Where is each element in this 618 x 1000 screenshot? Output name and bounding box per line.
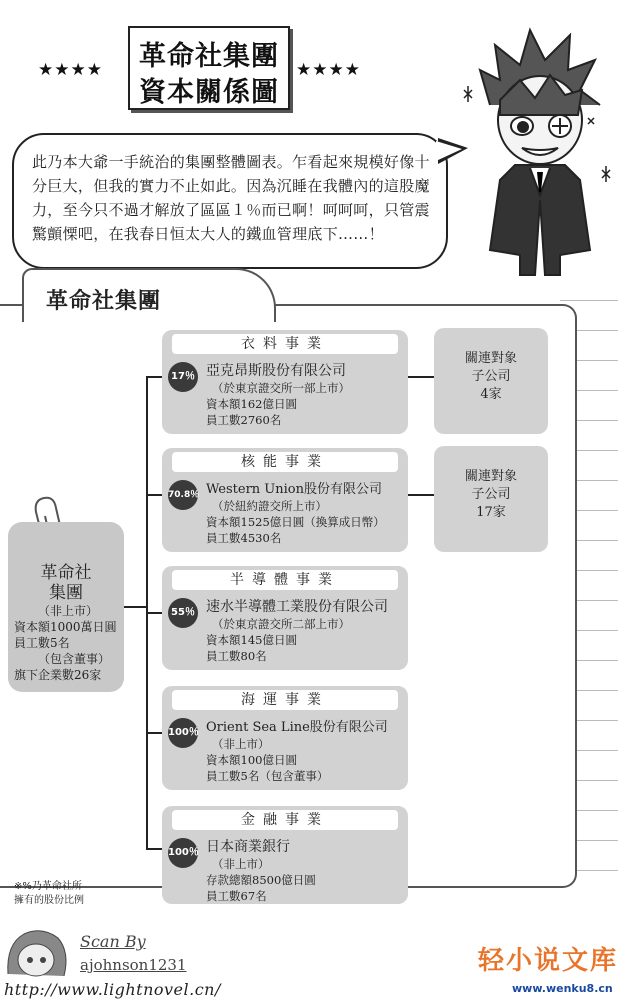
scan-credit: Scan By (80, 932, 146, 951)
company-capital: 資本額162億日圓 (206, 397, 297, 411)
related-type: 子公司 (471, 369, 511, 384)
company-name: 亞克昂斯股份有限公司 (206, 363, 346, 379)
character-illustration (460, 20, 618, 282)
page-title (128, 26, 290, 110)
company-staff: 員工數67名 (206, 889, 267, 903)
parent-connector (124, 606, 148, 608)
parent-name-1: 革命社 (40, 563, 92, 583)
speech-text: 此乃本大爺一手統治的集團整體圖表。乍看起來規模好像十分巨大，但我的實力不止如此。因為沉睡在我體內的這股魔力，至今只不過才解放了區區１％而已啊！呵呵呵，只管震驚顫慄吧，在我春日恒太大人的鐵血管理底下……！ (32, 153, 430, 243)
ownership-badge: 55％ (168, 598, 198, 628)
related-label: 關連對象 (464, 469, 517, 484)
related-count: 4家 (480, 387, 502, 402)
title-line-2: 資本關係圖 (139, 77, 279, 108)
company-listing: （於東京證交所二部上市） (212, 617, 350, 631)
ownership-badge: 100％ (168, 838, 198, 868)
company-staff: 員工數4530名 (206, 531, 282, 545)
company-box (162, 448, 408, 552)
related-type: 子公司 (471, 487, 511, 502)
wenku-url[interactable]: www.wenku8.cn (512, 982, 613, 995)
parent-staff: 員工數5名 (14, 636, 70, 650)
parent-listing: （非上市） (38, 604, 99, 618)
company-box (162, 806, 408, 904)
company-capital: 資本額100億日圓 (206, 753, 297, 767)
scanner-username: ajohnson1231 (80, 956, 187, 974)
parent-staff-note: （包含董事） (38, 652, 111, 666)
parent-company-box (8, 522, 124, 692)
sector-label: 核能事業 (172, 452, 398, 472)
wenku-logo: 轻小说文库 (478, 946, 618, 976)
related-connector (406, 494, 436, 496)
company-name: 速水半導體工業股份有限公司 (206, 599, 388, 615)
footnote-line-2: 擁有的股份比例 (14, 895, 84, 906)
company-name: Orient Sea Line股份有限公司 (206, 720, 388, 735)
company-staff: 員工數2760名 (206, 413, 282, 427)
ownership-badge: 70.8％ (168, 480, 198, 510)
scanner-avatar (2, 924, 72, 980)
parent-capital: 資本額1000萬日圓 (14, 620, 117, 634)
sector-label: 海運事業 (172, 690, 398, 710)
sector-label: 金融事業 (172, 810, 398, 830)
company-box (162, 566, 408, 670)
footnote (14, 880, 84, 908)
company-box (162, 330, 408, 434)
related-box (434, 328, 548, 434)
parent-name-2: 集團 (49, 583, 83, 603)
related-count: 17家 (476, 505, 506, 520)
related-box (434, 446, 548, 552)
related-label: 關連對象 (464, 351, 517, 366)
ownership-badge: 100％ (168, 718, 198, 748)
company-capital: 存款總額8500億日圓 (206, 873, 316, 887)
title-line-1: 革命社集團 (139, 41, 279, 72)
company-staff: 員工數80名 (206, 649, 267, 663)
company-staff: 員工數5名（包含董事） (206, 769, 329, 783)
stars-right: ★★★★ (296, 60, 361, 80)
company-name: Western Union股份有限公司 (206, 482, 382, 497)
company-listing: （於東京證交所一部上市） (212, 381, 350, 395)
company-capital: 資本額145億日圓 (206, 633, 297, 647)
company-box (162, 686, 408, 790)
related-connector (406, 376, 436, 378)
source-url[interactable]: http://www.lightnovel.cn/ (4, 980, 221, 999)
sector-label: 半導體事業 (172, 570, 398, 590)
ownership-badge: 17％ (168, 362, 198, 392)
company-listing: （非上市） (212, 857, 270, 871)
stars-left: ★★★★ (38, 60, 103, 80)
company-name: 日本商業銀行 (206, 839, 290, 855)
company-capital: 資本額1525億日圓（換算成日幣） (206, 515, 385, 529)
company-listing: （於紐約證交所上市） (212, 499, 327, 513)
company-listing: （非上市） (212, 737, 270, 751)
chart-title: 革命社集團 (46, 289, 162, 314)
footnote-line-1: ※%乃革命社所 (14, 881, 82, 892)
parent-subsidiaries: 旗下企業數26家 (14, 668, 102, 682)
sector-label: 衣料事業 (172, 334, 398, 354)
